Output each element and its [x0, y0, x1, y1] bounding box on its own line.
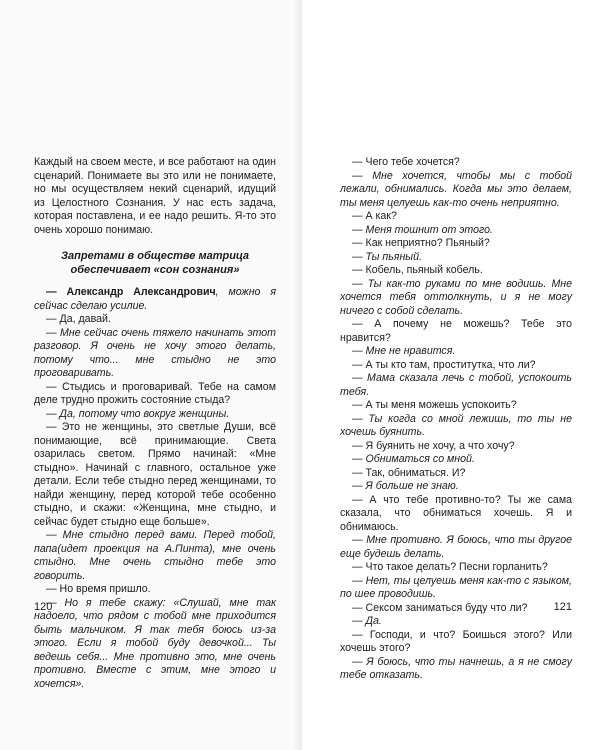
section-heading-line-2: обеспечивает «сон сознания» [70, 264, 240, 276]
dialogue-line: — А ты кто там, проститутка, что ли? [352, 358, 536, 371]
paragraph: — Но время пришло. [46, 583, 151, 595]
dialogue-line: — Как неприятно? Пьяный? [352, 237, 490, 249]
dialogue-line: — Я буянить не хочу, а что хочу? [352, 439, 515, 452]
dialogue-line: — Да. [352, 615, 382, 627]
dialogue-line: — Что такое делать? Песни горланить? [352, 561, 548, 573]
paragraph: — Мне сейчас очень тяжело начинать этот разговор. Я очень не хочу этого делать, потому что... мне стыдно не это проговаривать. [34, 326, 276, 379]
speaker-remark: , можно я сейчас сделаю усилие. [34, 286, 276, 312]
dialogue-line: — Господи, и что? Боишься этого? Или хочешь этого? [340, 628, 572, 654]
dialogue-line: — Кобель, пьяный кобель. [352, 264, 483, 276]
paragraph: — Стыдись и проговаривай. Тебе на самом деле трудно прожить состояние стыда? [34, 380, 276, 406]
paragraph: — Но я тебе скажу: «Слушай, мне так надоело, что рядом с тобой мне приходится быть мальчиком. Я так тебя боюсь из-за этого. Если я тобой буду девочкой... Ты ведешь себя... Мне противно это, мне очень противно. Вместе с этим, мне этого и хочется». [34, 596, 276, 690]
dialogue-line: — Мне противно. Я боюсь, что ты другое еще будешь делать. [340, 534, 572, 560]
dialogue-line: — Я боюсь, что ты начнешь, а я не смогу тебе отказать. [340, 655, 572, 681]
dialogue-line: — Ты пьяный. [352, 250, 422, 263]
dialogue-line: — Ты как-то руками по мне водишь. Мне хочется тебя оттолкнуть, и я не могу ничего с собой сделать. [340, 277, 572, 317]
speaker-name: — Александр Александрович [46, 286, 216, 298]
right-page-text [340, 156, 572, 683]
dialogue-line: — Нет, ты целуешь меня как-то с языком, по шее проводишь. [340, 574, 572, 600]
section-heading-line-1: Запретами в обществе матрица [60, 250, 250, 262]
paragraph [34, 286, 276, 313]
intro-paragraph: Каждый на своем месте, и все работают на один сценарий. Понимаете вы это или не понимаете, но мы осуществляем некий сценарий, идущий из Целостного Сознания. У нас есть задача, которая поставлена, и ее надо решить. Я-то это очень хорошо понимаю. [34, 156, 276, 236]
dialogue-line: — Чего тебе хочется? [352, 156, 460, 168]
dialogue-line: — Ты когда со мной лежишь, то ты не хочешь буянить. [340, 412, 572, 438]
section-heading [34, 249, 276, 277]
dialogue-line: — Мама сказала лечь с тобой, успокоить тебя. [340, 372, 572, 398]
dialogue-line: — Мне хочется, чтобы мы с тобой лежали, обнимались. Когда мы это делаем, ты меня целуешь как-то очень неприятно. [340, 169, 572, 209]
dialogue-line: — Сексом заниматься буду что ли? [352, 601, 528, 614]
dialogue-line: — А что тебе противно-то? Ты же сама сказала, что обниматься хочешь. Я и обнимаюсь. [340, 493, 572, 533]
dialogue-line: — Обниматься со мной. [352, 453, 475, 465]
dialogue-line: — Меня тошнит от этого. [352, 223, 493, 236]
paragraph: — Мне стыдно перед вами. Перед тобой, папа(идет проекция на А.Пинта), мне очень стыдно. Мне очень стыдно тебе это говорить. [34, 529, 276, 582]
dialogue-line: — Мне не нравится. [352, 345, 456, 357]
page-number: 120 [34, 601, 53, 613]
page-number: 121 [553, 601, 572, 613]
paragraph: — Да, потому что вокруг женщины. [46, 407, 230, 420]
dialogue-line: — А как? [352, 210, 397, 222]
right-page [302, 0, 600, 750]
left-page-text [34, 156, 276, 691]
dialogue-line: — Так, обниматься. И? [352, 466, 466, 479]
paragraph: — Это не женщины, это светлые Души, всё понимающие, всё принимающие. Света озарилась светом. Прямо начинай: «Мне стыдно». Начинай с главного, остальное уже детали. Если тебе стыдно перед женщинами, то найди женщину, перед которой тебе особенно стыдно, и скажи: «Женщина, мне стыдно, и сейчас будет стыдно еще больше». [34, 421, 276, 528]
paragraph: — Да, давай. [46, 313, 111, 325]
dialogue-line: — А ты меня можешь успокоить? [352, 399, 517, 411]
dialogue-line: — Я больше не знаю. [352, 480, 459, 492]
dialogue-line: — А почему не можешь? Тебе это нравится? [340, 318, 572, 344]
